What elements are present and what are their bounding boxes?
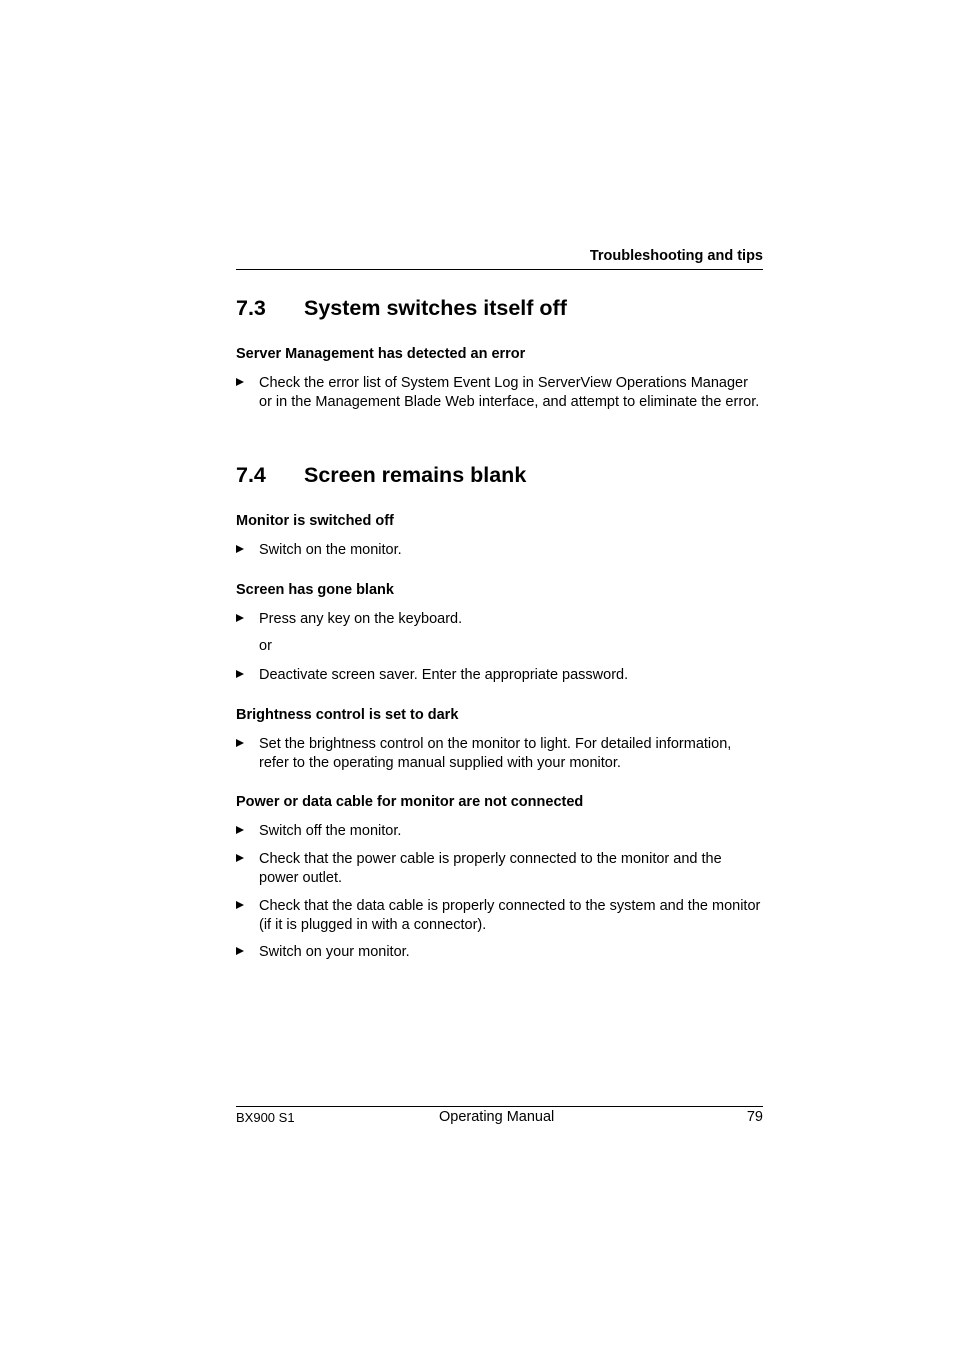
section-title: System switches itself off bbox=[304, 296, 567, 320]
or-separator: or bbox=[259, 638, 272, 654]
subheading-monitor-switched-off: Monitor is switched off bbox=[236, 513, 394, 529]
manual-page bbox=[236, 0, 763, 1351]
subheading-brightness: Brightness control is set to dark bbox=[236, 707, 459, 723]
list-item bbox=[236, 822, 763, 841]
list-item bbox=[236, 374, 763, 411]
header-rule bbox=[236, 269, 763, 270]
subheading-server-management: Server Management has detected an error bbox=[236, 346, 526, 362]
list-item bbox=[236, 541, 763, 560]
list-item bbox=[236, 850, 763, 887]
bullet-arrow-icon bbox=[236, 378, 244, 386]
bullet-arrow-icon bbox=[236, 947, 244, 955]
list-item-text: Press any key on the keyboard. bbox=[259, 611, 463, 627]
section-title: Screen remains blank bbox=[304, 463, 527, 487]
bullet-arrow-icon bbox=[236, 854, 244, 862]
footer-document-title: Operating Manual bbox=[439, 1109, 555, 1125]
running-header: Troubleshooting and tips bbox=[589, 248, 763, 264]
footer-rule bbox=[236, 1106, 763, 1107]
bullet-arrow-icon bbox=[236, 545, 244, 553]
list-item-text: Set the brightness control on the monitor to light. For detailed information, refer to the operating manual supplied with your monitor. bbox=[259, 736, 732, 771]
list-item bbox=[236, 943, 763, 962]
subheading-screen-gone-blank: Screen has gone blank bbox=[236, 582, 394, 598]
subheading-cables: Power or data cable for monitor are not connected bbox=[236, 794, 584, 810]
section-number: 7.4 bbox=[236, 463, 266, 487]
list-item-text: Check the error list of System Event Log in ServerView Operations Manager or in the Management Blade Web interface, and attempt to eliminate the error. bbox=[259, 375, 760, 410]
list-item-text: Switch off the monitor. bbox=[259, 823, 402, 839]
section-heading-7-4 bbox=[236, 463, 526, 488]
footer-product: BX900 S1 bbox=[236, 1110, 295, 1125]
section-heading-7-3 bbox=[236, 296, 567, 321]
list-item bbox=[236, 897, 763, 934]
list-item-text: Check that the power cable is properly connected to the monitor and the power outlet. bbox=[259, 851, 722, 886]
list-item bbox=[236, 735, 763, 772]
bullet-arrow-icon bbox=[236, 614, 244, 622]
list-item-text: Switch on the monitor. bbox=[259, 542, 402, 558]
bullet-arrow-icon bbox=[236, 826, 244, 834]
page-number: 79 bbox=[746, 1109, 763, 1125]
list-item-text: Check that the data cable is properly connected to the system and the monitor (if it is plugged in with a connector). bbox=[259, 898, 761, 933]
list-item bbox=[236, 610, 763, 629]
list-item bbox=[236, 666, 763, 685]
bullet-arrow-icon bbox=[236, 739, 244, 747]
bullet-arrow-icon bbox=[236, 901, 244, 909]
list-item-text: Switch on your monitor. bbox=[259, 944, 410, 960]
bullet-arrow-icon bbox=[236, 670, 244, 678]
section-number: 7.3 bbox=[236, 296, 266, 320]
list-item-text: Deactivate screen saver. Enter the appropriate password. bbox=[259, 667, 629, 683]
